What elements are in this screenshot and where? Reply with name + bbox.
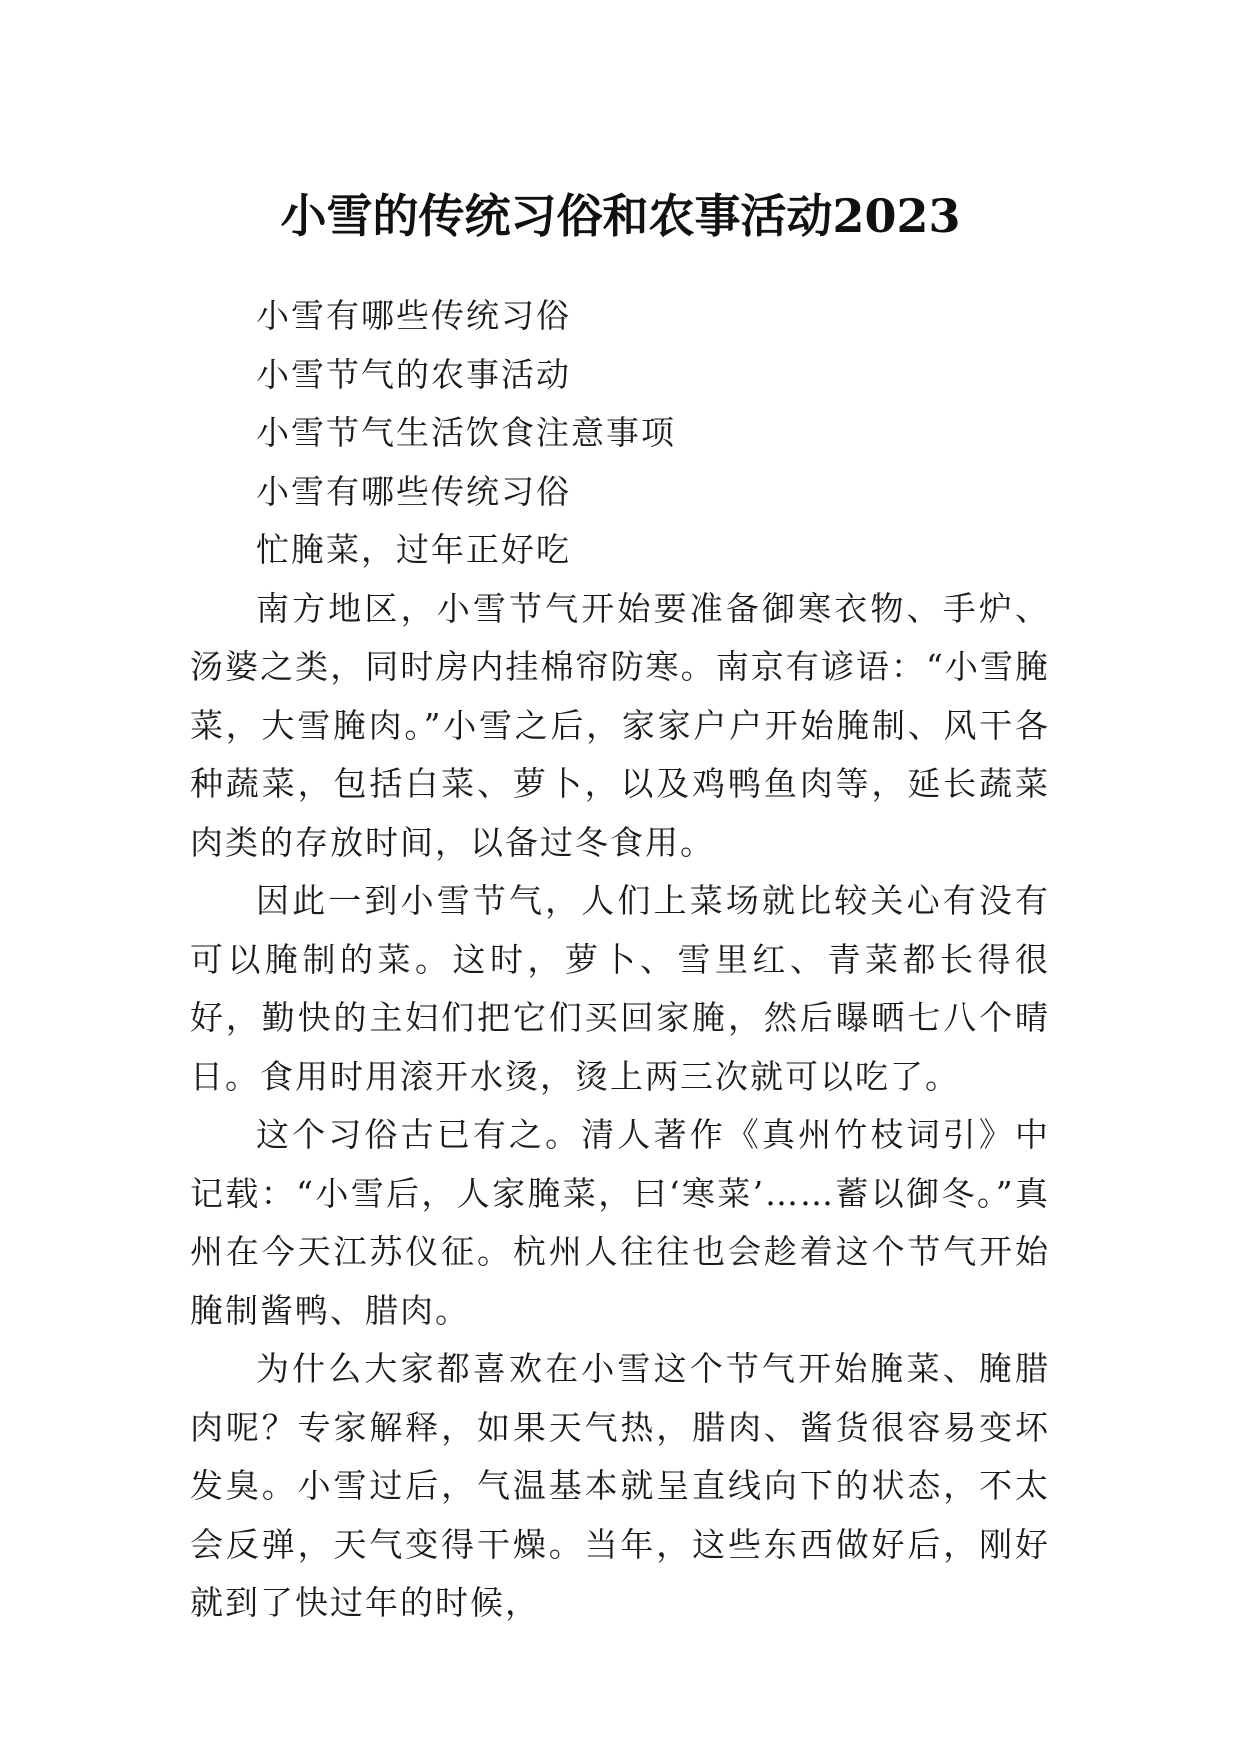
toc-item: 小雪有哪些传统习俗 (256, 296, 571, 335)
section-heading: 小雪有哪些传统习俗 (256, 471, 571, 511)
body-paragraph: 南方地区，小雪节气开始要准备御寒衣物、手炉、汤婆之类，同时房内挂棉帘防寒。南京有谚语：“小雪腌菜，大雪腌肉。”小雪之后，家家户户开始腌制、风干各种蔬菜，包括白菜、萝卜，以及鸡鸭鱼肉等，延长蔬菜肉类的存放时间，以备过冬食用。 (190, 588, 1050, 862)
toc-item: 小雪节气的农事活动 (256, 354, 571, 394)
document-body (190, 287, 1050, 1633)
body-paragraph: 这个习俗古已有之。清人著作《真州竹枝词引》中记载：“小雪后，人家腌菜，曰‘寒菜’……蓄以御冬。”真州在今天江苏仪征。杭州人往往也会趁着这个节气开始腌制酱鸭、腊肉。 (190, 1115, 1050, 1330)
document-title: 小雪的传统习俗和农事活动2023 (280, 188, 961, 243)
body-paragraph: 因此一到小雪节气，人们上菜场就比较关心有没有可以腌制的菜。这时，萝卜、雪里红、青菜都长得很好，勤快的主妇们把它们买回家腌，然后曝晒七八个晴日。食用时用滚开水烫，烫上两三次就可以吃了。 (190, 881, 1050, 1096)
subsection-heading: 忙腌菜，过年正好吃 (256, 530, 571, 569)
toc-item: 小雪节气生活饮食注意事项 (256, 413, 676, 452)
body-paragraph: 为什么大家都喜欢在小雪这个节气开始腌菜、腌腊肉呢？专家解释，如果天气热，腊肉、酱货很容易变坏发臭。小雪过后，气温基本就呈直线向下的状态，不太会反弹，天气变得干燥。当年，这些东西做好后，刚好就到了快过年的时候， (190, 1349, 1050, 1622)
